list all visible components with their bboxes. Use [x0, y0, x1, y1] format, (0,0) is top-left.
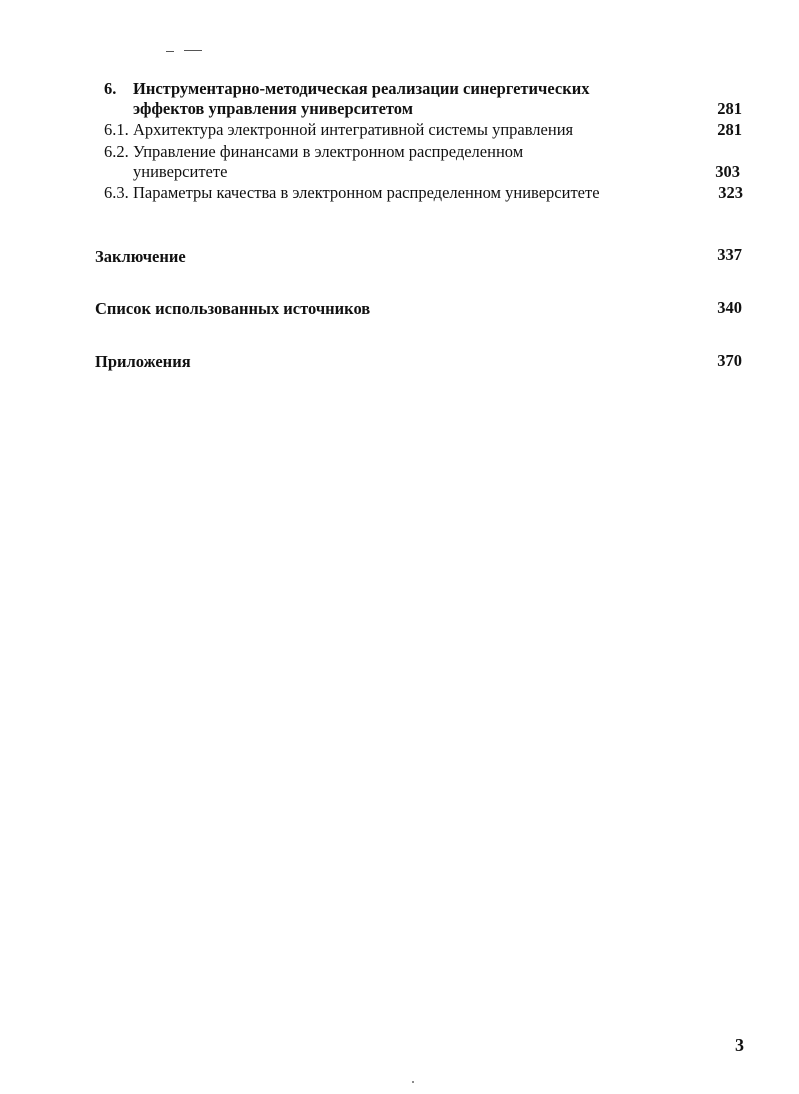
toc-appendices-page: 370 [717, 351, 742, 370]
toc-references-title: Список использованных источников [95, 299, 371, 318]
toc-section-number: 6.3. [104, 183, 129, 202]
toc-section-page: 323 [718, 183, 743, 202]
scan-mark [166, 51, 174, 52]
toc-chapter-title-line2: эффектов управления университетом [133, 99, 413, 118]
toc-section-number: 6.1. [104, 120, 129, 139]
toc-references-page: 340 [717, 298, 742, 317]
toc-section-page: 281 [717, 120, 742, 139]
toc-section-number: 6.2. [104, 142, 129, 161]
toc-section-title: Параметры качества в электронном распределенном университете [133, 183, 600, 202]
toc-section-title-line2: университете [133, 162, 228, 181]
scan-mark [184, 50, 202, 51]
toc-conclusion-page: 337 [717, 245, 742, 264]
toc-appendices-title: Приложения [95, 352, 191, 371]
toc-chapter-title-line1: Инструментарно-методическая реализации синергетических [133, 79, 590, 98]
toc-chapter-number: 6. [104, 79, 117, 98]
toc-section-title: Архитектура электронной интегративной системы управления [133, 120, 574, 139]
toc-chapter-page: 281 [717, 99, 742, 118]
toc-conclusion-title: Заключение [95, 247, 186, 266]
scan-speck [412, 1081, 414, 1083]
page-number: 3 [735, 1035, 744, 1055]
toc-section-page: 303 [715, 162, 740, 181]
toc-section-title-line1: Управление финансами в электронном распределенном [133, 142, 524, 161]
